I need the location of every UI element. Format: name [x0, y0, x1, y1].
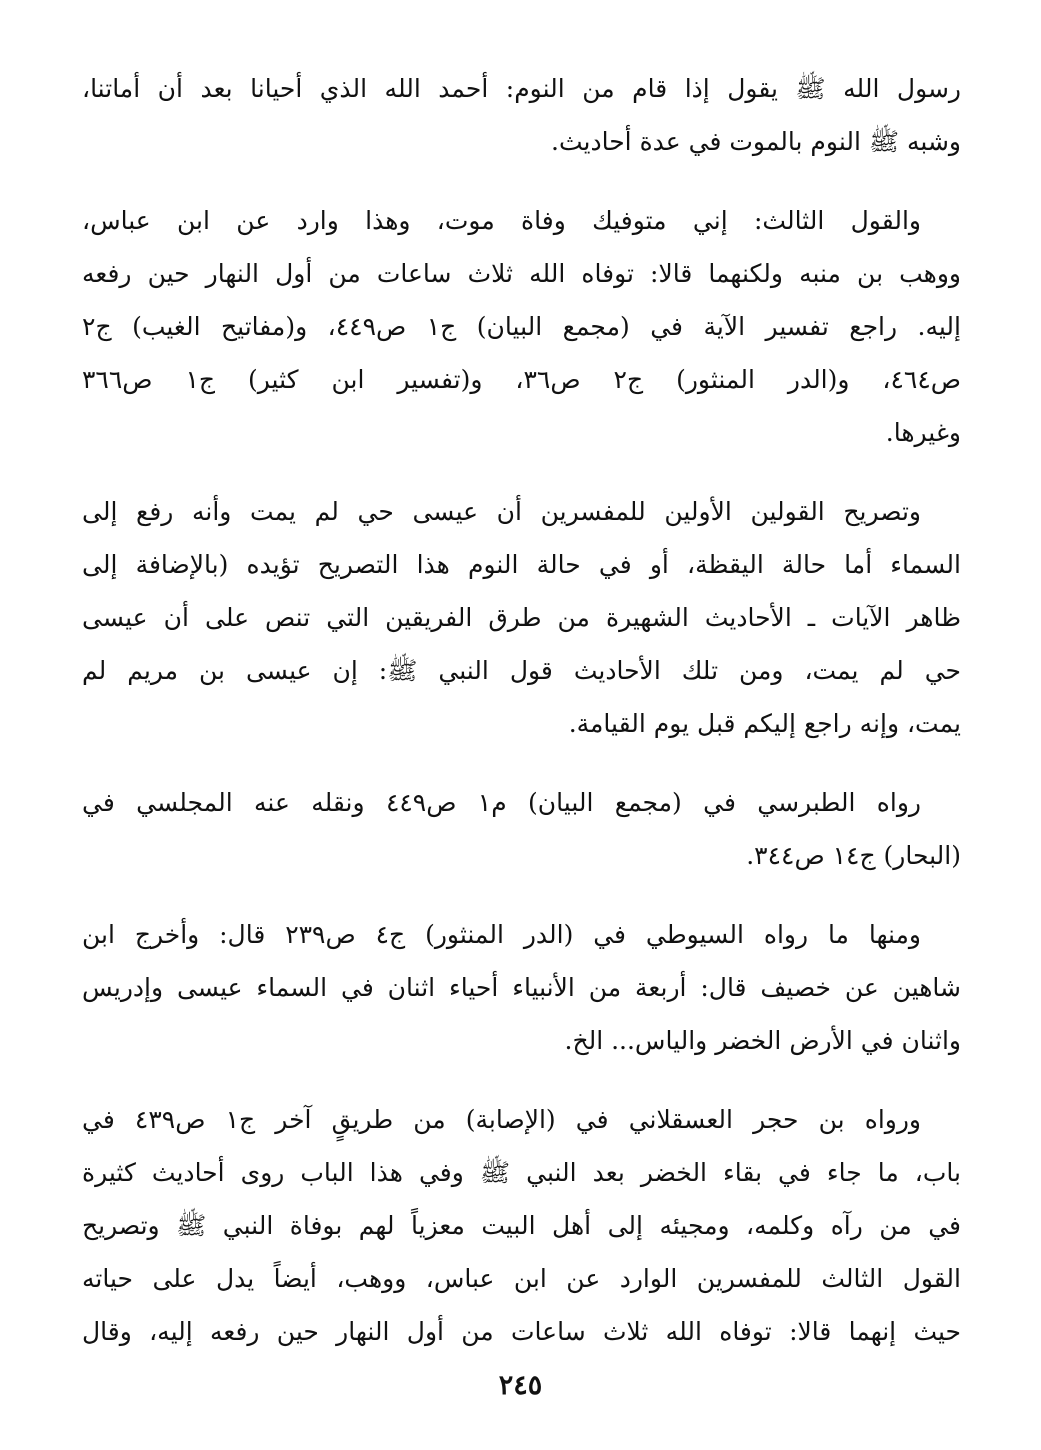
text-line: ووهب بن منبه ولكنهما قالا: توفاه الله ثلاث ساعات من أول النهار حين رفعه	[82, 259, 961, 288]
paragraph-1	[82, 62, 961, 168]
text-line: في من رآه وكلمه، ومجيئه إلى أهل البيت معزياً لهم بوفاة النبي ﷺ وتصريح	[82, 1211, 961, 1240]
text-line: وشبه ﷺ النوم بالموت في عدة أحاديث.	[551, 127, 961, 156]
text-line: ظاهر الآيات ـ الأحاديث الشهيرة من طرق الفريقين التي تنص على أن عيسى	[82, 603, 961, 632]
text-line: وتصريح القولين الأولين للمفسرين أن عيسى حي لم يمت وأنه رفع إلى	[82, 497, 921, 526]
text-line: حي لم يمت، ومن تلك الأحاديث قول النبي ﷺ: إن عيسى بن مريم لم	[82, 656, 961, 685]
text-line: وغيرها.	[885, 418, 961, 447]
paragraph-4	[82, 776, 961, 882]
paragraph-2	[82, 194, 961, 459]
text-line: رسول الله ﷺ يقول إذا قام من النوم: أحمد الله الذي أحيانا بعد أن أماتنا،	[82, 74, 961, 103]
text-line: ص٤٦٤، و(الدر المنثور) ج٢ ص٣٦، و(تفسير ابن كثير) ج١ ص٣٦٦	[82, 365, 962, 394]
paragraph-3	[82, 485, 961, 750]
paragraph-6	[82, 1093, 961, 1358]
text-line: السماء أما حالة اليقظة، أو في حالة النوم هذا التصريح تؤيده (بالإضافة إلى	[82, 550, 961, 579]
text-line: يمت، وإنه راجع إليكم قبل يوم القيامة.	[568, 709, 961, 738]
text-line: باب، ما جاء في بقاء الخضر بعد النبي ﷺ وفي هذا الباب روى أحاديث كثيرة	[82, 1158, 961, 1187]
text-line: ومنها ما رواه السيوطي في (الدر المنثور) ج٤ ص٢٣٩ قال: وأخرج ابن	[82, 920, 921, 949]
paragraph-5	[82, 908, 961, 1067]
text-line: إليه. راجع تفسير الآية في (مجمع البيان) ج١ ص٤٤٩، و(مفاتيح الغيب) ج٢	[82, 312, 961, 341]
text-line: واثنان في الأرض الخضر والياس... الخ.	[564, 1026, 961, 1055]
text-line: القول الثالث للمفسرين الوارد عن ابن عباس، ووهب، أيضاً يدل على حياته	[82, 1264, 961, 1293]
text-line: والقول الثالث: إني متوفيك وفاة موت، وهذا وارد عن ابن عباس،	[82, 206, 921, 235]
text-line: رواه الطبرسي في (مجمع البيان) م١ ص٤٤٩ ونقله عنه المجلسي في	[82, 788, 921, 817]
text-line: (البحار) ج١٤ ص٣٤٤.	[746, 841, 961, 870]
page-number: ٢٤٥	[498, 1370, 543, 1401]
text-line: ورواه بن حجر العسقلاني في (الإصابة) من طريقٍ آخر ج١ ص٤٣٩ في	[82, 1105, 922, 1134]
body-text	[82, 62, 961, 1384]
text-line: حيث إنهما قالا: توفاه الله ثلاث ساعات من أول النهار حين رفعه إليه، وقال	[82, 1317, 961, 1346]
text-line: شاهين عن خصيف قال: أربعة من الأنبياء أحياء اثنان في السماء عيسى وإدريس	[82, 973, 961, 1002]
